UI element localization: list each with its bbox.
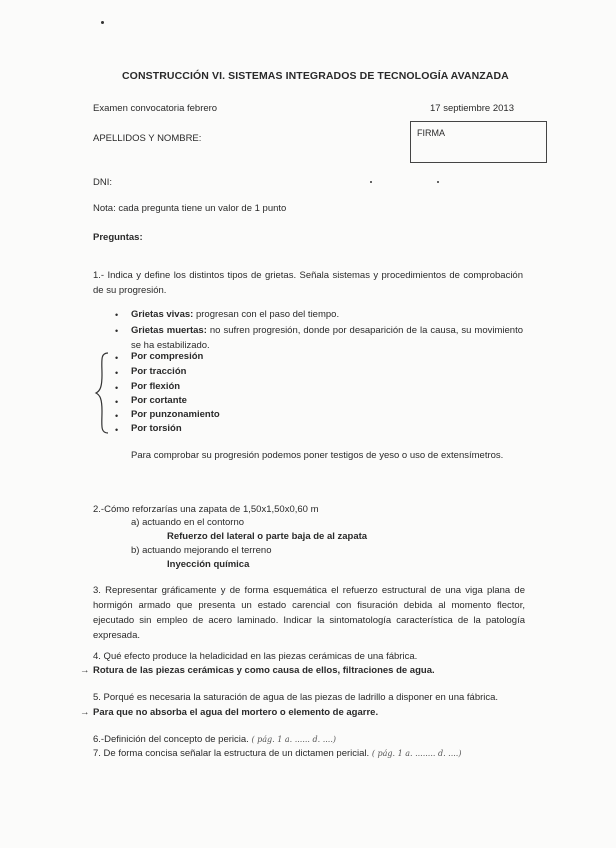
arrow-icon: → [80,665,90,676]
dead-cracks-text: no sufren progresión, donde por desaparición de la causa, su movimiento se ha estabilizado. [131,325,523,351]
question-6 [93,734,336,745]
progression-check-answer: Para comprobar su progresión podemos poner testigos de yeso o uso de extensímetros. [131,450,504,461]
question-2a: a) actuando en el contorno [131,517,245,528]
arrow-icon: → [80,707,90,718]
question-5: 5. Porqué es necesaria la saturación de agua de las piezas de ladrillo a disponer en una fábrica. [93,692,499,703]
question-6-text: 6.-Definición del concepto de pericia. [93,734,249,745]
bullet-icon: • [115,383,119,393]
scan-speck [437,181,439,183]
live-cracks-text: progresan con el paso del tiempo. [193,309,340,320]
curly-brace-icon [94,351,114,435]
answer-5: Para que no absorba el agua del mortero o elemento de agarre. [93,707,379,718]
question-7 [93,748,461,759]
answer-4: Rotura de las piezas cerámicas y como causa de ellos, filtraciones de agua. [93,665,435,676]
crack-type-item: Por flexión [131,381,181,392]
questions-heading: Preguntas: [93,232,143,243]
bullet-icon: • [115,368,119,378]
bullet-icon: • [115,397,119,407]
scan-speck [101,21,104,24]
handwritten-note: ( pág. 1 a. ...... d. ....) [251,735,336,744]
handwritten-note: ( pág. 1 a. ........ d. ....) [371,749,462,758]
question-7-text: 7. De forma concisa señalar la estructura de un dictamen pericial. [93,748,370,759]
bullet-icon: • [115,326,119,336]
question-1: 1.- Indica y define los distintos tipos de grietas. Señala sistemas y procedimientos de comprobación de su progresión. [93,270,523,296]
live-cracks-item [131,309,339,320]
dead-cracks-label: Grietas muertas: [131,325,207,336]
question-4: 4. Qué efecto produce la heladicidad en las piezas cerámicas de una fábrica. [93,651,418,662]
live-cracks-label: Grietas vivas: [131,309,194,320]
bullet-icon: • [115,353,119,363]
dead-cracks-item [131,323,523,353]
answer-2b: Inyección química [167,559,250,570]
crack-type-item: Por punzonamiento [131,409,220,420]
bullet-icon: • [115,310,119,320]
crack-type-item: Por compresión [131,351,204,362]
crack-type-item: Por cortante [131,395,187,406]
exam-title: CONSTRUCCIÓN VI. SISTEMAS INTEGRADOS DE TECNOLOGÍA AVANZADA [122,70,509,82]
grading-note: Nota: cada pregunta tiene un valor de 1 punto [93,203,287,214]
answer-2a: Refuerzo del lateral o parte baja de al zapata [167,531,368,542]
question-2b: b) actuando mejorando el terreno [131,545,272,556]
name-field-label: APELLIDOS Y NOMBRE: [93,133,202,144]
dni-label: DNI: [93,177,112,188]
signature-label: FIRMA [417,128,445,138]
exam-session: Examen convocatoria febrero [93,103,218,114]
bullet-icon: • [115,411,119,421]
exam-date: 17 septiembre 2013 [430,103,514,114]
crack-type-item: Por torsión [131,423,182,434]
question-2: 2.-Cómo reforzarías una zapata de 1,50x1,50x0,60 m [93,504,319,515]
crack-type-item: Por tracción [131,366,187,377]
scan-speck [370,181,372,183]
bullet-icon: • [115,425,119,435]
signature-box [410,121,547,163]
question-3: 3. Representar gráficamente y de forma esquemática el refuerzo estructural de una viga plana de hormigón armado que presenta un estado carencial con fisuración debida al momento flector, ejecutado sin empleo de acero laminado. Indicar la sintomatología característica de la patología expresada. [93,585,525,641]
